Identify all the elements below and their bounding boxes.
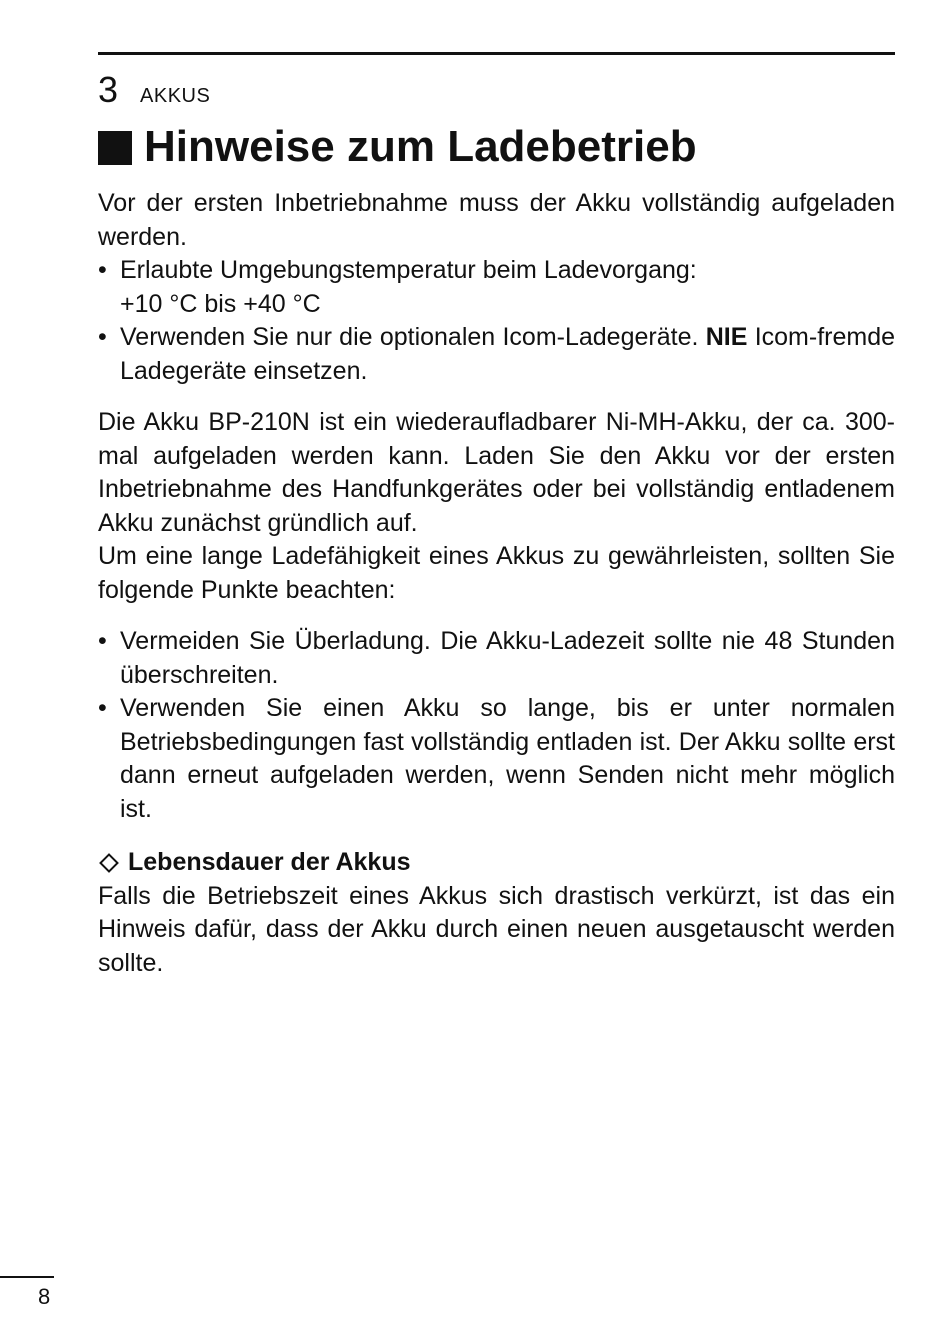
chapter-header: [98, 70, 210, 110]
footer-rule: [0, 1276, 54, 1278]
section-title-text: Hinweise zum Ladebetrieb: [144, 122, 697, 171]
care-list: [98, 625, 895, 826]
intro-paragraph: Vor der ersten Inbetriebnahme muss der Akku vollständig aufgeladen werden.: [98, 189, 895, 251]
header-rule: [98, 52, 895, 55]
charging-notes-list: [98, 254, 895, 388]
bullet-icon: •: [98, 256, 107, 284]
page-number: 8: [38, 1284, 51, 1309]
diamond-icon: [99, 853, 119, 873]
list-item: [98, 321, 895, 388]
bullet-icon: •: [98, 694, 107, 722]
temperature-range: +10 °C bis +40 °C: [120, 289, 321, 318]
subsection-title-text: Lebensdauer der Akkus: [128, 848, 411, 876]
list-item-text: Icom-fremde Ladegeräte einsetzen.: [120, 323, 895, 385]
list-item: [98, 692, 895, 826]
bullet-icon: •: [98, 627, 107, 655]
subsection-title: [98, 846, 895, 880]
list-item-text: Verwenden Sie einen Akku so lange, bis er unter normalen Betriebsbedingungen fast vollständig entladen ist. Der Akku sollte erst dann erneut aufgeladen werden, wenn Senden nicht mehr möglich ist.: [120, 694, 895, 823]
emphasis-text: NIE: [705, 323, 748, 351]
advice-paragraph: Um eine lange Ladefähigkeit eines Akkus zu gewährleisten, sollten Sie folgende Punkte beachten:: [98, 542, 895, 604]
list-item-text: Vermeiden Sie Überladung. Die Akku-Ladezeit sollte nie 48 Stunden überschreiten.: [120, 627, 895, 689]
section-title: [98, 117, 697, 177]
subsection-paragraph: Falls die Betriebszeit eines Akkus sich drastisch verkürzt, ist das ein Hinweis dafür, dass der Akku durch einen neuen ausgetauscht werden sollte.: [98, 881, 895, 977]
black-square-icon: [98, 131, 132, 165]
list-item-text: Erlaubte Umgebungstemperatur beim Ladevorgang:: [120, 256, 697, 284]
chapter-name: AKKUS: [140, 85, 211, 107]
bullet-icon: •: [98, 323, 107, 351]
chapter-number: 3: [98, 69, 119, 110]
list-item: [98, 625, 895, 692]
list-item-text: Verwenden Sie nur die optionalen Icom-Ladegeräte.: [120, 323, 699, 351]
page-body: [98, 187, 895, 980]
battery-paragraph: Die Akku BP-210N ist ein wiederaufladbarer Ni-MH-Akku, der ca. 300-mal aufgeladen werden kann. Laden Sie den Akku vor der ersten Inbetriebnahme des Handfunkgerätes oder bei vollständig entladenem Akku zunächst gründlich auf.: [98, 408, 895, 537]
list-item: [98, 254, 895, 321]
